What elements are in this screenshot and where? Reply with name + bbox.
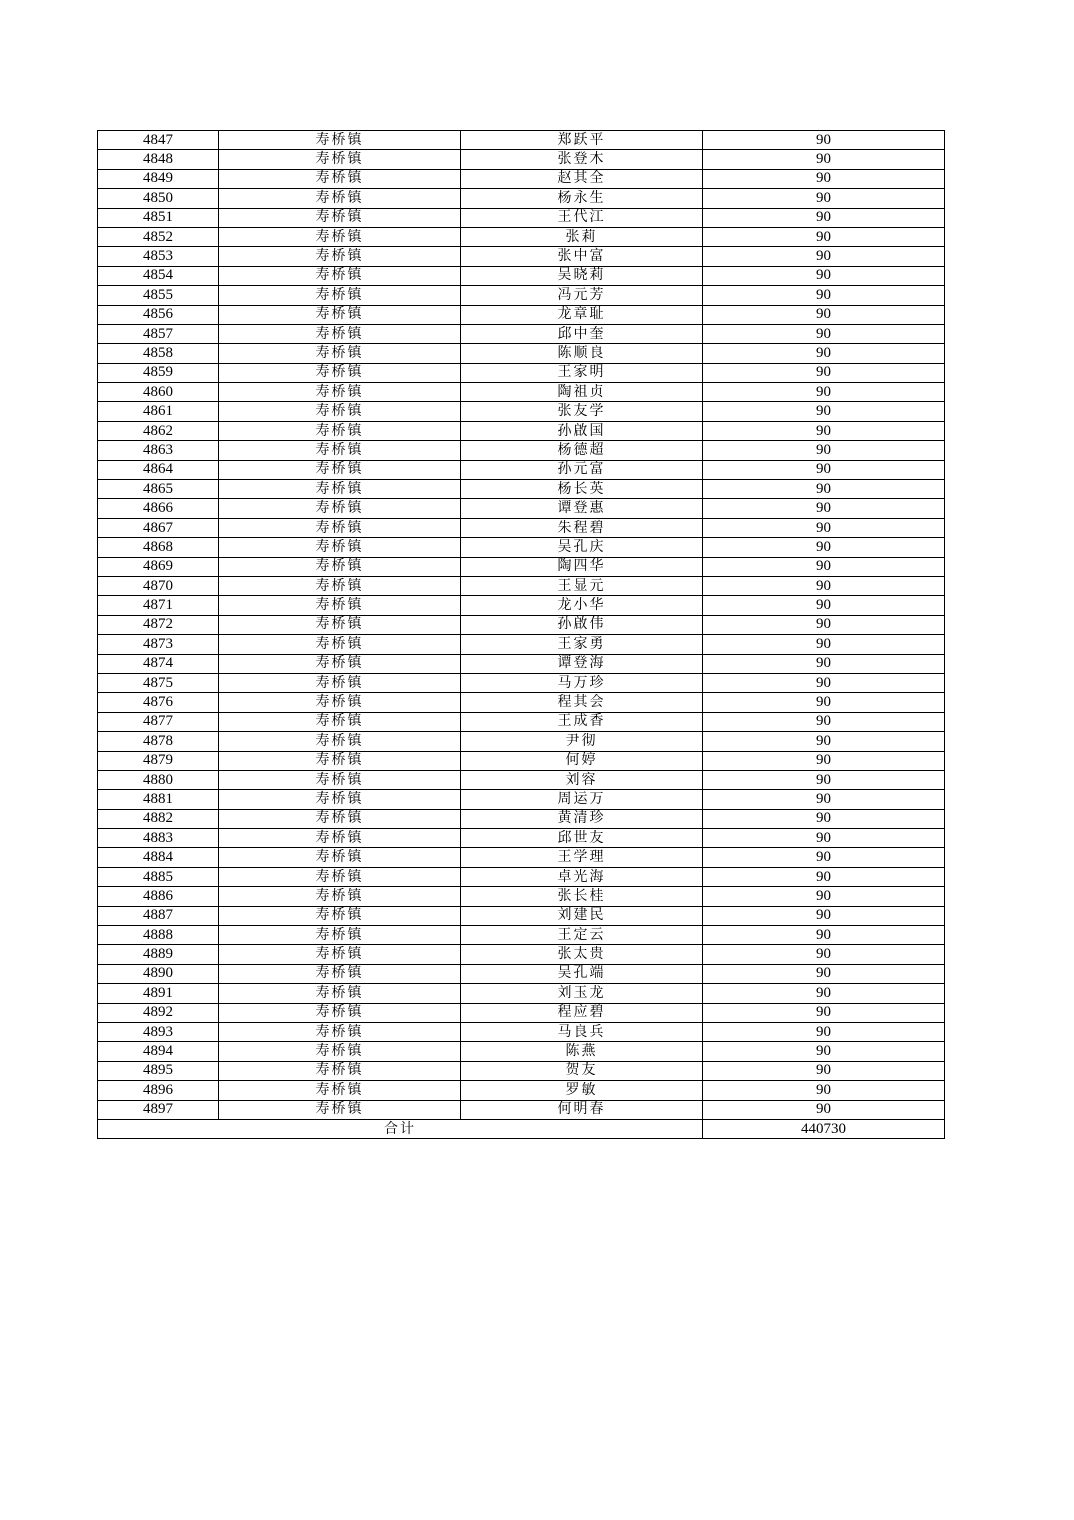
table-row <box>98 363 945 382</box>
cell-number: 4868 <box>98 538 219 557</box>
cell-amount: 90 <box>703 712 945 731</box>
cell-amount: 90 <box>703 363 945 382</box>
table-row <box>98 635 945 654</box>
cell-town: 寿桥镇 <box>219 1042 461 1061</box>
cell-number: 4878 <box>98 732 219 751</box>
cell-amount: 90 <box>703 538 945 557</box>
cell-town: 寿桥镇 <box>219 363 461 382</box>
cell-number: 4853 <box>98 247 219 266</box>
table-row <box>98 131 945 150</box>
cell-amount: 90 <box>703 829 945 848</box>
cell-amount: 90 <box>703 1081 945 1100</box>
cell-number: 4866 <box>98 499 219 518</box>
cell-name: 卓光海 <box>461 867 703 886</box>
cell-name: 张莉 <box>461 227 703 246</box>
table-row <box>98 770 945 789</box>
table-row <box>98 1022 945 1041</box>
table-row <box>98 499 945 518</box>
table-row <box>98 654 945 673</box>
cell-number: 4876 <box>98 693 219 712</box>
table-row <box>98 324 945 343</box>
cell-number: 4891 <box>98 984 219 1003</box>
cell-amount: 90 <box>703 654 945 673</box>
cell-number: 4887 <box>98 906 219 925</box>
cell-name: 谭登海 <box>461 654 703 673</box>
cell-town: 寿桥镇 <box>219 615 461 634</box>
cell-amount: 90 <box>703 732 945 751</box>
cell-amount: 90 <box>703 1003 945 1022</box>
cell-amount: 90 <box>703 169 945 188</box>
cell-amount: 90 <box>703 809 945 828</box>
cell-name: 张长桂 <box>461 887 703 906</box>
table-row <box>98 906 945 925</box>
cell-number: 4877 <box>98 712 219 731</box>
cell-town: 寿桥镇 <box>219 538 461 557</box>
table-row <box>98 1003 945 1022</box>
cell-amount: 90 <box>703 906 945 925</box>
cell-number: 4862 <box>98 421 219 440</box>
cell-amount: 90 <box>703 945 945 964</box>
cell-number: 4860 <box>98 383 219 402</box>
cell-town: 寿桥镇 <box>219 635 461 654</box>
table-row <box>98 383 945 402</box>
cell-town: 寿桥镇 <box>219 557 461 576</box>
cell-town: 寿桥镇 <box>219 576 461 595</box>
cell-town: 寿桥镇 <box>219 383 461 402</box>
cell-town: 寿桥镇 <box>219 712 461 731</box>
cell-town: 寿桥镇 <box>219 906 461 925</box>
cell-town: 寿桥镇 <box>219 305 461 324</box>
cell-number: 4883 <box>98 829 219 848</box>
table-row <box>98 615 945 634</box>
cell-name: 刘建民 <box>461 906 703 925</box>
cell-name: 周运万 <box>461 790 703 809</box>
cell-amount: 90 <box>703 1061 945 1080</box>
table-row <box>98 809 945 828</box>
cell-name: 刘玉龙 <box>461 984 703 1003</box>
cell-name: 王成香 <box>461 712 703 731</box>
cell-number: 4867 <box>98 518 219 537</box>
cell-name: 谭登惠 <box>461 499 703 518</box>
cell-amount: 90 <box>703 344 945 363</box>
table-row <box>98 867 945 886</box>
cell-number: 4894 <box>98 1042 219 1061</box>
cell-name: 龙小华 <box>461 596 703 615</box>
cell-amount: 90 <box>703 227 945 246</box>
cell-amount: 90 <box>703 635 945 654</box>
cell-town: 寿桥镇 <box>219 693 461 712</box>
cell-amount: 90 <box>703 324 945 343</box>
cell-town: 寿桥镇 <box>219 286 461 305</box>
cell-number: 4886 <box>98 887 219 906</box>
cell-name: 邱世友 <box>461 829 703 848</box>
cell-amount: 90 <box>703 131 945 150</box>
cell-name: 朱程碧 <box>461 518 703 537</box>
cell-name: 孙啟国 <box>461 421 703 440</box>
cell-number: 4884 <box>98 848 219 867</box>
cell-town: 寿桥镇 <box>219 964 461 983</box>
table-body <box>98 131 945 1139</box>
table-row <box>98 1042 945 1061</box>
cell-number: 4861 <box>98 402 219 421</box>
cell-amount: 90 <box>703 887 945 906</box>
table-row <box>98 480 945 499</box>
table-row <box>98 751 945 770</box>
table-row <box>98 887 945 906</box>
table-row <box>98 208 945 227</box>
cell-town: 寿桥镇 <box>219 208 461 227</box>
cell-name: 马良兵 <box>461 1022 703 1041</box>
table-row <box>98 227 945 246</box>
cell-number: 4880 <box>98 770 219 789</box>
cell-amount: 90 <box>703 867 945 886</box>
cell-name: 冯元芳 <box>461 286 703 305</box>
cell-name: 陶四华 <box>461 557 703 576</box>
cell-name: 贺友 <box>461 1061 703 1080</box>
cell-number: 4893 <box>98 1022 219 1041</box>
cell-town: 寿桥镇 <box>219 518 461 537</box>
cell-amount: 90 <box>703 693 945 712</box>
cell-amount: 90 <box>703 790 945 809</box>
cell-number: 4855 <box>98 286 219 305</box>
cell-name: 孙啟伟 <box>461 615 703 634</box>
cell-name: 吴孔庆 <box>461 538 703 557</box>
cell-town: 寿桥镇 <box>219 344 461 363</box>
cell-number: 4874 <box>98 654 219 673</box>
cell-number: 4881 <box>98 790 219 809</box>
cell-name: 黄清珍 <box>461 809 703 828</box>
cell-number: 4870 <box>98 576 219 595</box>
table-row <box>98 673 945 692</box>
cell-amount: 90 <box>703 848 945 867</box>
cell-town: 寿桥镇 <box>219 150 461 169</box>
cell-amount: 90 <box>703 421 945 440</box>
cell-number: 4852 <box>98 227 219 246</box>
cell-town: 寿桥镇 <box>219 460 461 479</box>
cell-town: 寿桥镇 <box>219 247 461 266</box>
cell-town: 寿桥镇 <box>219 732 461 751</box>
cell-amount: 90 <box>703 673 945 692</box>
cell-number: 4851 <box>98 208 219 227</box>
cell-number: 4854 <box>98 266 219 285</box>
cell-town: 寿桥镇 <box>219 809 461 828</box>
cell-name: 吴晓莉 <box>461 266 703 285</box>
cell-amount: 90 <box>703 1022 945 1041</box>
cell-number: 4857 <box>98 324 219 343</box>
cell-town: 寿桥镇 <box>219 169 461 188</box>
cell-name: 吴孔端 <box>461 964 703 983</box>
cell-town: 寿桥镇 <box>219 227 461 246</box>
table-row <box>98 538 945 557</box>
table-row <box>98 1100 945 1119</box>
cell-amount: 90 <box>703 615 945 634</box>
cell-amount: 90 <box>703 480 945 499</box>
cell-town: 寿桥镇 <box>219 751 461 770</box>
cell-town: 寿桥镇 <box>219 673 461 692</box>
cell-number: 4872 <box>98 615 219 634</box>
cell-town: 寿桥镇 <box>219 887 461 906</box>
cell-number: 4856 <box>98 305 219 324</box>
cell-amount: 90 <box>703 208 945 227</box>
cell-name: 陈顺良 <box>461 344 703 363</box>
cell-number: 4869 <box>98 557 219 576</box>
table-row <box>98 518 945 537</box>
cell-town: 寿桥镇 <box>219 790 461 809</box>
cell-amount: 90 <box>703 460 945 479</box>
cell-name: 刘容 <box>461 770 703 789</box>
cell-amount: 90 <box>703 557 945 576</box>
cell-name: 邱中奎 <box>461 324 703 343</box>
cell-name: 郑跃平 <box>461 131 703 150</box>
cell-amount: 90 <box>703 499 945 518</box>
cell-name: 张太贵 <box>461 945 703 964</box>
cell-name: 龙章耻 <box>461 305 703 324</box>
cell-number: 4847 <box>98 131 219 150</box>
cell-town: 寿桥镇 <box>219 867 461 886</box>
cell-name: 陈燕 <box>461 1042 703 1061</box>
cell-name: 杨永生 <box>461 189 703 208</box>
table-row <box>98 286 945 305</box>
cell-name: 马万珍 <box>461 673 703 692</box>
cell-town: 寿桥镇 <box>219 1003 461 1022</box>
table-row <box>98 421 945 440</box>
cell-name: 王显元 <box>461 576 703 595</box>
cell-number: 4848 <box>98 150 219 169</box>
cell-name: 何明春 <box>461 1100 703 1119</box>
table-row <box>98 984 945 1003</box>
cell-name: 赵其全 <box>461 169 703 188</box>
total-row <box>98 1119 945 1138</box>
table-row <box>98 344 945 363</box>
cell-name: 孙元富 <box>461 460 703 479</box>
cell-amount: 90 <box>703 1100 945 1119</box>
cell-number: 4895 <box>98 1061 219 1080</box>
cell-number: 4873 <box>98 635 219 654</box>
table-row <box>98 1081 945 1100</box>
cell-name: 张登木 <box>461 150 703 169</box>
cell-number: 4889 <box>98 945 219 964</box>
cell-number: 4882 <box>98 809 219 828</box>
cell-town: 寿桥镇 <box>219 480 461 499</box>
cell-town: 寿桥镇 <box>219 1100 461 1119</box>
table-row <box>98 790 945 809</box>
cell-number: 4863 <box>98 441 219 460</box>
cell-amount: 90 <box>703 770 945 789</box>
cell-number: 4897 <box>98 1100 219 1119</box>
table-row <box>98 693 945 712</box>
cell-name: 张友学 <box>461 402 703 421</box>
cell-amount: 90 <box>703 305 945 324</box>
cell-number: 4896 <box>98 1081 219 1100</box>
table-row <box>98 402 945 421</box>
table-row <box>98 460 945 479</box>
cell-amount: 90 <box>703 984 945 1003</box>
subsidy-table <box>97 130 945 1139</box>
cell-amount: 90 <box>703 596 945 615</box>
total-label: 合计 <box>98 1119 703 1138</box>
cell-amount: 90 <box>703 1042 945 1061</box>
cell-amount: 90 <box>703 926 945 945</box>
cell-amount: 90 <box>703 441 945 460</box>
cell-town: 寿桥镇 <box>219 829 461 848</box>
table-row <box>98 305 945 324</box>
table-row <box>98 576 945 595</box>
cell-amount: 90 <box>703 751 945 770</box>
total-amount: 440730 <box>703 1119 945 1138</box>
table-row <box>98 189 945 208</box>
cell-town: 寿桥镇 <box>219 926 461 945</box>
table-row <box>98 964 945 983</box>
cell-town: 寿桥镇 <box>219 324 461 343</box>
cell-town: 寿桥镇 <box>219 266 461 285</box>
cell-town: 寿桥镇 <box>219 402 461 421</box>
cell-number: 4858 <box>98 344 219 363</box>
cell-town: 寿桥镇 <box>219 654 461 673</box>
cell-town: 寿桥镇 <box>219 984 461 1003</box>
table-row <box>98 150 945 169</box>
cell-number: 4849 <box>98 169 219 188</box>
cell-name: 张中富 <box>461 247 703 266</box>
cell-number: 4890 <box>98 964 219 983</box>
table-row <box>98 829 945 848</box>
cell-number: 4875 <box>98 673 219 692</box>
cell-amount: 90 <box>703 150 945 169</box>
cell-amount: 90 <box>703 247 945 266</box>
cell-town: 寿桥镇 <box>219 1061 461 1080</box>
table-row <box>98 247 945 266</box>
cell-town: 寿桥镇 <box>219 596 461 615</box>
cell-number: 4871 <box>98 596 219 615</box>
cell-name: 杨德超 <box>461 441 703 460</box>
table-row <box>98 926 945 945</box>
cell-name: 王家勇 <box>461 635 703 654</box>
table-row <box>98 848 945 867</box>
cell-town: 寿桥镇 <box>219 1081 461 1100</box>
cell-number: 4888 <box>98 926 219 945</box>
cell-amount: 90 <box>703 576 945 595</box>
cell-number: 4850 <box>98 189 219 208</box>
cell-name: 王代江 <box>461 208 703 227</box>
cell-name: 何婷 <box>461 751 703 770</box>
cell-number: 4864 <box>98 460 219 479</box>
cell-town: 寿桥镇 <box>219 441 461 460</box>
cell-number: 4879 <box>98 751 219 770</box>
table-row <box>98 1061 945 1080</box>
cell-town: 寿桥镇 <box>219 131 461 150</box>
table-row <box>98 712 945 731</box>
cell-town: 寿桥镇 <box>219 1022 461 1041</box>
cell-name: 陶祖贞 <box>461 383 703 402</box>
cell-town: 寿桥镇 <box>219 421 461 440</box>
cell-name: 王学理 <box>461 848 703 867</box>
cell-name: 王家明 <box>461 363 703 382</box>
table-row <box>98 732 945 751</box>
table-row <box>98 945 945 964</box>
cell-town: 寿桥镇 <box>219 770 461 789</box>
cell-amount: 90 <box>703 266 945 285</box>
table-row <box>98 266 945 285</box>
cell-amount: 90 <box>703 189 945 208</box>
cell-town: 寿桥镇 <box>219 848 461 867</box>
cell-name: 杨长英 <box>461 480 703 499</box>
cell-name: 王定云 <box>461 926 703 945</box>
cell-name: 程其会 <box>461 693 703 712</box>
table-row <box>98 169 945 188</box>
cell-number: 4892 <box>98 1003 219 1022</box>
cell-town: 寿桥镇 <box>219 189 461 208</box>
table-row <box>98 557 945 576</box>
cell-amount: 90 <box>703 286 945 305</box>
cell-name: 罗敏 <box>461 1081 703 1100</box>
cell-town: 寿桥镇 <box>219 945 461 964</box>
cell-amount: 90 <box>703 402 945 421</box>
cell-name: 程应碧 <box>461 1003 703 1022</box>
cell-town: 寿桥镇 <box>219 499 461 518</box>
cell-amount: 90 <box>703 518 945 537</box>
cell-name: 尹彻 <box>461 732 703 751</box>
cell-amount: 90 <box>703 383 945 402</box>
table-row <box>98 441 945 460</box>
cell-number: 4885 <box>98 867 219 886</box>
cell-number: 4865 <box>98 480 219 499</box>
table-row <box>98 596 945 615</box>
cell-amount: 90 <box>703 964 945 983</box>
cell-number: 4859 <box>98 363 219 382</box>
